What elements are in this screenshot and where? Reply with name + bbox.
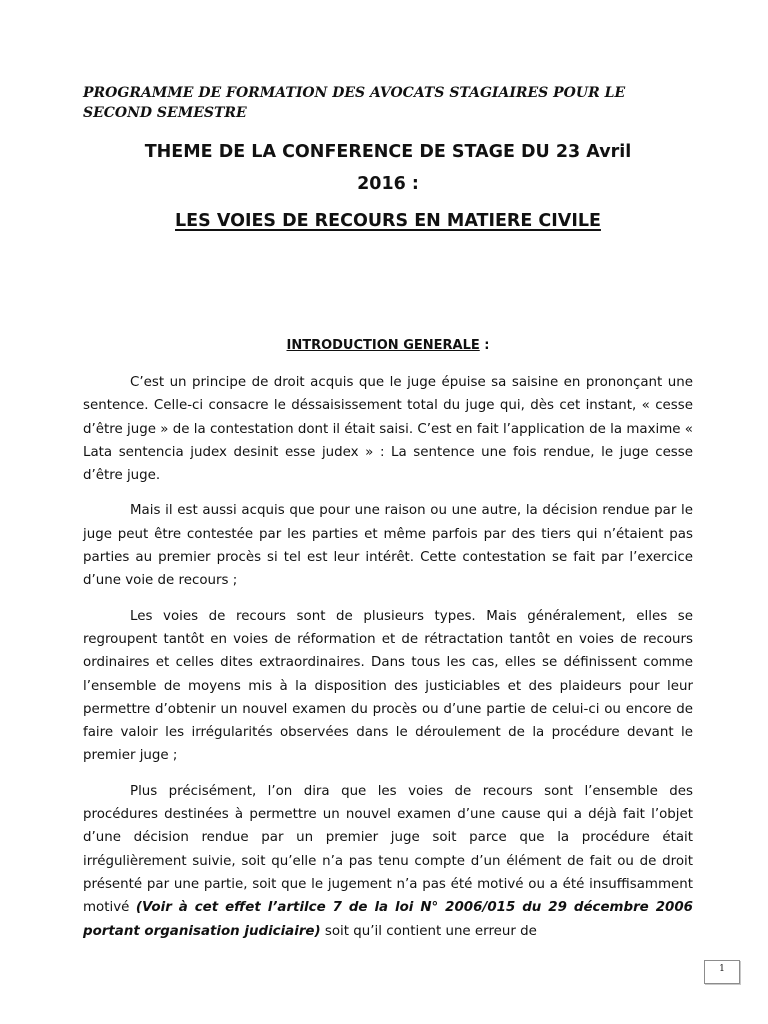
- paragraph-2: Mais il est aussi acquis que pour une raison ou une autre, la décision rendue par le juge peut être contestée par les parties et même parfois par des tiers qui n’étaient pas parties au premier procès si tel est leur intérêt. Cette contestation se fait par l’exercice d’une voie de recours ;: [83, 503, 693, 589]
- paragraph-4-continuation: soit qu’il contient une erreur de: [320, 923, 537, 939]
- theme-line-1: THEME DE LA CONFERENCE DE STAGE DU 23 Avril: [144, 142, 632, 162]
- heading-colon: :: [479, 338, 490, 353]
- paragraph-4: [83, 780, 693, 943]
- paragraph-4-text: Plus précisément, l’on dira que les voies de recours sont l’ensemble des procédures destinées à permettre un nouvel examen d’une cause qui a déjà fait l’objet d’une décision rendue par un premier juge soit parce que la procédure était irrégulièrement suivie, soit qu’elle n’a pas tenu compte d’un élément de fait ou de droit présenté par une partie, soit que le jugement n’a pas été motivé ou a été insuffisamment motivé: [83, 783, 693, 916]
- theme-line-2: 2016 :: [357, 174, 419, 194]
- program-title: PROGRAMME DE FORMATION DES AVOCATS STAGIAIRES POUR LE SECOND SEMESTRE: [83, 85, 626, 121]
- legal-reference: (Voir à cet effet l’artilce 7 de la loi N° 2006/015 du 29 décembre 2006 portant organisation judiciaire): [83, 900, 693, 939]
- introduction-heading: INTRODUCTION GENERALE: [286, 338, 480, 353]
- paragraph-1: C’est un principe de droit acquis que le juge épuise sa saisine en prononçant une sentence. Celle-ci consacre le déssaisissement total du juge qui, dès cet instant, « cesse d’être juge » de la contestation dont il était saisi. C’est en fait l’application de la maxime « Lata sentencia judex desinit esse judex » : La sentence une fois rendue, le juge cesse d’être juge.: [83, 375, 693, 484]
- body-text: [83, 371, 693, 955]
- document-subject: [83, 207, 693, 235]
- paragraph-3: Les voies de recours sont de plusieurs types. Mais généralement, elles se regroupent tantôt en voies de réformation et de rétractation tantôt en voies de recours ordinaires et celles dites extraordinaires. Dans tous les cas, elles se définissent comme l’ensemble de moyens mis à la disposition des justiciables et des plaideurs pour leur permettre d’obtenir un nouvel examen du procès ou d’une partie de celui-ci ou encore de faire valoir les irrégularités observées dans le déroulement de la procédure devant le premier juge ;: [83, 608, 693, 764]
- page-number: 1: [704, 960, 740, 984]
- section-heading: [83, 336, 693, 356]
- subject-title: LES VOIES DE RECOURS EN MATIERE CIVILE: [175, 211, 601, 231]
- conference-theme: [83, 136, 693, 200]
